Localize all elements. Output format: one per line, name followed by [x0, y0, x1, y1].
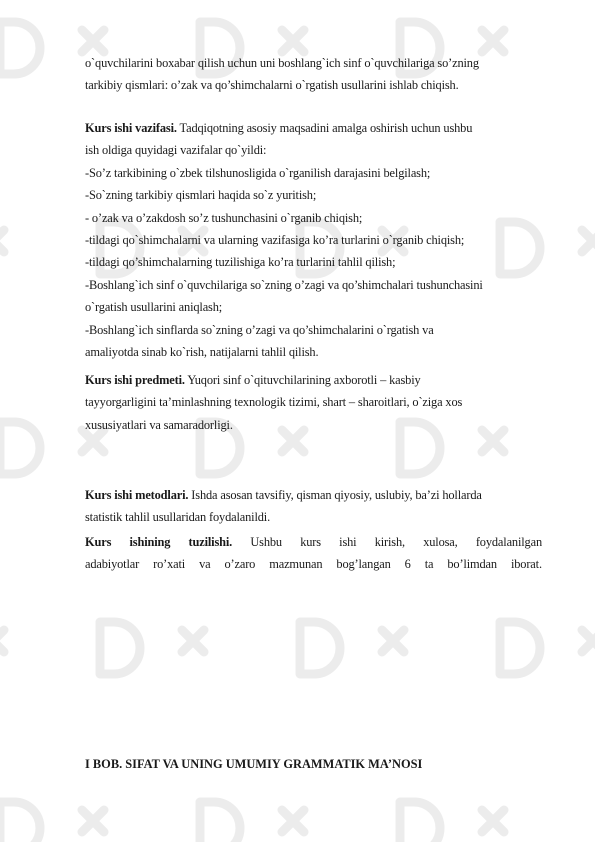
tuzilishi-label-word: ishining — [129, 535, 171, 549]
tuzilishi-word: kirish, — [374, 535, 405, 549]
task-item: amaliyotda sinab ko`rish, natijalarni tahlil qilish. — [85, 344, 319, 359]
predmeti-line: tayyorgarligini ta’minlashning texnologik tizimi, shart – sharoitlari, o`ziga xos — [85, 395, 463, 410]
predmeti-line: xususiyatlari va samaradorligi. — [85, 417, 233, 432]
tuzilishi-word: iborat. — [510, 557, 542, 572]
task-item: -Boshlang`ich sinf o`quvchilariga so`zning o’zagi va qo’shimchalari tushunchasini — [85, 277, 483, 292]
tuzilishi-label-word: tuzilishi. — [188, 535, 233, 549]
vazifasi-line: ish oldiga quyidagi vazifalar qo`yildi: — [85, 143, 267, 158]
section-metodlari — [85, 484, 555, 529]
metodlari-line: statistik tahlil usullaridan foydalanildi. — [85, 510, 271, 525]
section-predmeti — [85, 369, 555, 436]
tuzilishi-word: bo’limdan — [447, 557, 497, 572]
tuzilishi-word: adabiyotlar — [85, 557, 140, 572]
predmeti-first-line — [85, 369, 555, 391]
tuzilishi-word: kurs — [300, 535, 321, 549]
vazifasi-text: Tadqiqotning asosiy maqsadini amalga oshirish uchun ushbu — [176, 121, 473, 135]
metodlari-text: Ishda asosan tavsifiy, qisman qiyosiy, uslubiy, ba’zi hollarda — [188, 488, 482, 502]
vazifasi-first-line — [85, 117, 555, 139]
tuzilishi-word: Ushbu — [250, 535, 282, 549]
tuzilishi-word: va — [199, 557, 211, 572]
predmeti-label: Kurs ishi predmeti. — [85, 373, 185, 387]
task-item: - o’zak va o’zakdosh so’z tushunchasini o`rganib chiqish; — [85, 210, 363, 225]
task-item: -Boshlang`ich sinflarda so`zning o’zagi va qo’shimchalarini o`rgatish va — [85, 322, 434, 337]
tuzilishi-word: 6 — [404, 557, 411, 572]
task-item: -So`zning tarkibiy qismlari haqida so`z yuritish; — [85, 188, 317, 203]
tuzilishi-first-line — [85, 531, 542, 553]
predmeti-text: Yuqori sinf o`qituvchilarining axborotli – kasbiy — [184, 373, 421, 387]
tuzilishi-word: ro’xati — [153, 557, 186, 572]
metodlari-first-line — [85, 484, 555, 506]
tuzilishi-word: o’zaro — [224, 557, 256, 572]
body-text — [85, 52, 555, 97]
tuzilishi-word: mazmunan — [269, 557, 323, 572]
tuzilishi-word: foydalanilgan — [475, 535, 542, 549]
tuzilishi-word: xulosa, — [423, 535, 458, 549]
task-item: o`rgatish usullarini aniqlash; — [85, 300, 223, 315]
tuzilishi-word: bog’langan — [336, 557, 391, 572]
tuzilishi-word: ishi — [339, 535, 357, 549]
section-vazifasi — [85, 117, 555, 363]
task-item: -tildagi qo`shimchalarni va ularning vazifasiga ko’ra turlarini o`rganib chiqish; — [85, 232, 465, 247]
tuzilishi-second-line — [85, 553, 542, 575]
intro-line: tarkibiy qismlari: o’zak va qo’shimchalarni o`rgatish usullarini ishlab chiqish. — [85, 78, 459, 93]
section-tuzilishi — [85, 531, 542, 576]
task-item: -So’z tarkibining o`zbek tilshunosligida o`rganilish darajasini belgilash; — [85, 165, 431, 180]
chapter-heading: I BOB. SIFAT VA UNING UMUMIY GRAMMATIK MA’NOSI — [85, 757, 423, 771]
intro-line: o`quvchilarini boxabar qilish uchun uni boshlang`ich sinf o`quvchilariga so’zning — [85, 56, 479, 70]
tuzilishi-word: ta — [424, 557, 434, 572]
vazifasi-label: Kurs ishi vazifasi. — [85, 121, 177, 135]
tuzilishi-label-word: Kurs — [85, 535, 112, 549]
task-item: -tildagi qo’shimchalarning tuzilishiga ko’ra turlarini tahlil qilish; — [85, 255, 396, 270]
metodlari-label: Kurs ishi metodlari. — [85, 488, 189, 502]
